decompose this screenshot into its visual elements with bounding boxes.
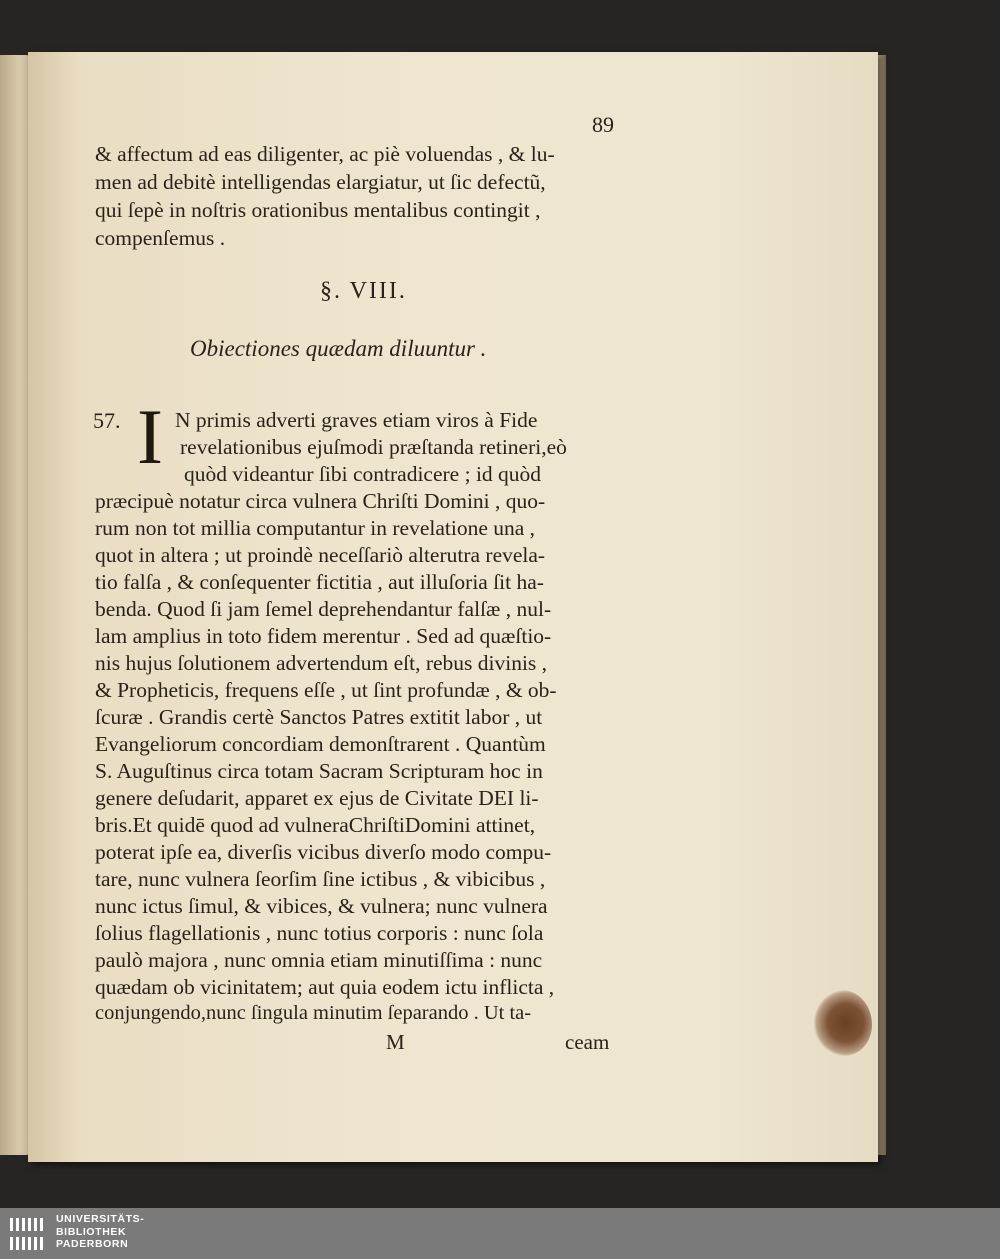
library-logo-icon <box>8 1214 48 1254</box>
library-name-line: UNIVERSITÄTS- <box>56 1213 145 1225</box>
text-line: compenſemus . <box>95 226 226 250</box>
section-title: Obiectiones quædam diluuntur . <box>190 336 487 361</box>
paper-stain <box>814 990 872 1056</box>
text-line: N primis adverti graves etiam viros à Fide <box>175 408 538 432</box>
text-line: quòd videantur ſibi contradicere ; id quòd <box>184 462 542 486</box>
text-line: qui ſepè in noſtris orationibus mentalibus contingit , <box>95 198 541 222</box>
text-line: genere deſudarit, apparet ex ejus de Civitate DEI li- <box>95 786 539 810</box>
text-line: lam amplius in toto fidem merentur . Sed ad quæſtio- <box>95 624 552 648</box>
text-line: & Propheticis, frequens eſſe , ut ſint profundæ , & ob- <box>95 678 557 702</box>
text-line: benda. Quod ſi jam ſemel deprehendantur falſæ , nul- <box>95 597 552 621</box>
text-line: conjungendo,nunc ſingula minutim ſeparando . Ut ta- <box>95 1002 532 1024</box>
page-number: 89 <box>592 112 614 137</box>
text-line: tio falſa , & conſequenter fictitia , aut illuſoria ſit ha- <box>95 570 544 594</box>
facing-page-edge <box>0 55 30 1155</box>
footer-bar <box>0 1208 1000 1259</box>
section-number: §. VIII. <box>320 278 407 304</box>
library-name <box>56 1213 144 1251</box>
text-line: revelationibus ejuſmodi præſtanda retineri,eò <box>180 435 567 459</box>
text-line: nis hujus ſolutionem advertendum eſt, rebus divinis , <box>95 651 548 675</box>
library-name-line: PADERBORN <box>56 1238 129 1250</box>
text-line: præcipuè notatur circa vulnera Chriſti Domini , quo- <box>95 489 546 513</box>
paragraph-number: 57. <box>93 408 121 433</box>
signature-mark: M <box>386 1030 405 1054</box>
drop-cap: I <box>137 393 163 480</box>
text-line: poterat ipſe ea, diverſis vicibus diverſo modo compu- <box>95 840 552 864</box>
text-line: nunc ictus ſimul, & vibices, & vulnera; nunc vulnera <box>95 894 548 918</box>
text-line: S. Auguſtinus circa totam Sacram Scripturam hoc in <box>95 759 543 783</box>
text-line: quot in altera ; ut proindè neceſſariò alterutra revela- <box>95 543 546 567</box>
text-line: tare, nunc vulnera ſeorſim ſine ictibus , & vibicibus , <box>95 867 546 891</box>
text-line: quædam ob vicinitatem; aut quia eodem ictu inflicta , <box>95 975 555 999</box>
text-line: bris.Et quidē quod ad vulneraChriſtiDomini attinet, <box>95 813 536 837</box>
text-line: & affectum ad eas diligenter, ac piè voluendas , & lu- <box>95 142 555 166</box>
text-line: ſolius flagellationis , nunc totius corporis : nunc ſola <box>95 921 544 945</box>
text-line: men ad debitè intelligendas elargiatur, ut ſic defectũ, <box>95 170 546 194</box>
text-line: Evangeliorum concordiam demonſtrarent . Quantùm <box>95 732 546 756</box>
text-line: ſcuræ . Grandis certè Sanctos Patres extitit labor , ut <box>95 705 543 729</box>
text-line: rum non tot millia computantur in revelatione una , <box>95 516 536 540</box>
catchword: ceam <box>565 1030 610 1054</box>
text-line: paulò majora , nunc omnia etiam minutiſſima : nunc <box>95 948 543 972</box>
library-name-line: BIBLIOTHEK <box>56 1225 127 1238</box>
